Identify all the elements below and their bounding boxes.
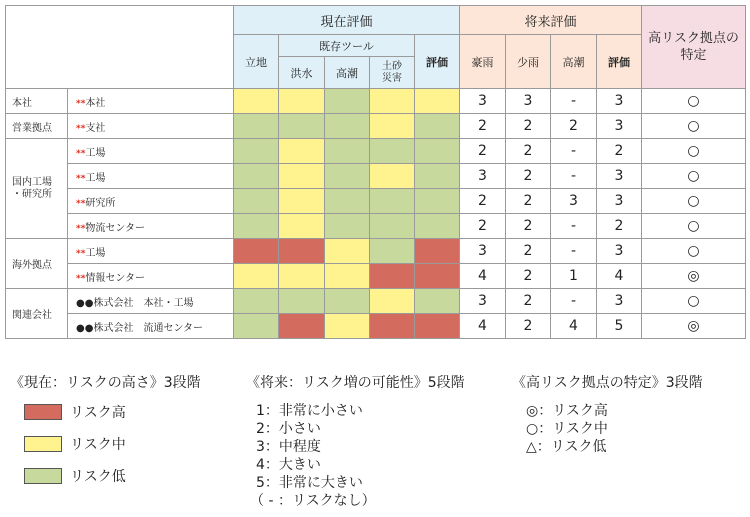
spec-scale-item: △：リスク低: [526, 439, 607, 455]
spec-scale-item: ◎：リスク高: [526, 403, 608, 419]
site-name-text: 工場: [85, 147, 106, 159]
current-risk-cell: [325, 314, 370, 339]
current-risk-cell: [415, 89, 460, 114]
table-row: [6, 114, 746, 139]
swatch-low: [24, 468, 62, 484]
future-score-cell: 2: [597, 139, 642, 164]
site-name-text: 物流センター: [85, 222, 146, 234]
current-risk-cell: [370, 189, 415, 214]
table-row: [6, 139, 746, 164]
current-risk-cell: [234, 189, 279, 214]
current-risk-cell: [234, 214, 279, 239]
future-score-cell: 2: [506, 239, 551, 264]
future-score-cell: 3: [460, 89, 506, 114]
group-label-line2: ・研究所: [12, 188, 52, 200]
current-risk-cell: [415, 114, 460, 139]
legend-current: [10, 372, 240, 498]
future-scale-item: （ - ：リスクなし）: [250, 493, 376, 509]
current-risk-cell: [370, 164, 415, 189]
site-name-text: ●●株式会社 本社・工場: [76, 297, 194, 309]
legend-spec-items: [526, 400, 748, 454]
future-scale-item: 1：非常に小さい: [256, 403, 363, 419]
future-score-cell: 3: [460, 289, 506, 314]
legend-future-title: 《将来：リスク増の可能性》5段階: [246, 375, 465, 391]
legend-high-label: リスク高: [70, 405, 126, 421]
high-risk-mark: ○: [642, 239, 746, 264]
current-risk-cell: [234, 139, 279, 164]
high-risk-mark: ○: [642, 164, 746, 189]
future-score-cell: 1: [551, 264, 597, 289]
future-scale-item: 5：非常に大きい: [256, 475, 363, 491]
current-risk-cell: [370, 289, 415, 314]
current-risk-cell: [234, 314, 279, 339]
legend-future-items: [250, 400, 506, 509]
current-risk-cell: [415, 264, 460, 289]
future-score-cell: 2: [460, 214, 506, 239]
future-eval-header: 将来評価: [460, 6, 642, 35]
current-risk-cell: [325, 139, 370, 164]
future-score-cell: 5: [597, 314, 642, 339]
site-marker: **: [76, 123, 86, 134]
future-score-cell: -: [551, 289, 597, 314]
high-risk-mark: ○: [642, 189, 746, 214]
current-risk-cell: [370, 114, 415, 139]
legend-low-label: リスク低: [70, 469, 126, 485]
site-name: [68, 114, 234, 139]
table-row: [6, 164, 746, 189]
site-name: [68, 164, 234, 189]
site-name: [68, 89, 234, 114]
future-score-cell: 2: [551, 114, 597, 139]
current-risk-cell: [234, 114, 279, 139]
table-body: [6, 89, 746, 339]
high-risk-mark: ○: [642, 289, 746, 314]
future-score-cell: -: [551, 89, 597, 114]
col-gouu: 豪雨: [460, 35, 506, 89]
future-score-cell: -: [551, 239, 597, 264]
site-name: [68, 214, 234, 239]
high-risk-mark: ◎: [642, 314, 746, 339]
table-row: [6, 314, 746, 339]
current-risk-cell: [234, 239, 279, 264]
table-row: [6, 264, 746, 289]
table-row: [6, 239, 746, 264]
future-score-cell: 2: [506, 189, 551, 214]
site-name-text: 情報センター: [85, 272, 146, 284]
current-risk-cell: [415, 189, 460, 214]
group-label-honsha: 本社: [6, 89, 68, 114]
future-score-cell: 4: [460, 314, 506, 339]
current-risk-cell: [234, 89, 279, 114]
site-name-text: ●●株式会社 流通センター: [76, 322, 204, 334]
legend-spec-title: 《高リスク拠点の特定》3段階: [512, 375, 703, 391]
high-risk-header-line1: 高リスク拠点の: [648, 31, 739, 46]
current-risk-cell: [325, 239, 370, 264]
site-name: [68, 289, 234, 314]
legend-item-low: [24, 466, 240, 486]
group-label-line1: 国内工場: [12, 176, 52, 188]
col-dosha-line2: 災害: [382, 72, 402, 84]
group-label-eigyo: 営業拠点: [6, 114, 68, 139]
current-risk-cell: [370, 139, 415, 164]
site-name: [68, 314, 234, 339]
swatch-high: [24, 404, 62, 420]
future-score-cell: 3: [506, 89, 551, 114]
site-marker: **: [76, 273, 86, 284]
current-risk-cell: [415, 164, 460, 189]
table-row: [6, 214, 746, 239]
table-row: [6, 89, 746, 114]
col-takashio: 高潮: [325, 57, 370, 89]
current-risk-cell: [325, 214, 370, 239]
future-score-cell: 2: [597, 214, 642, 239]
future-score-cell: 2: [506, 114, 551, 139]
site-marker: **: [76, 198, 86, 209]
future-score-cell: 2: [506, 139, 551, 164]
current-risk-cell: [234, 164, 279, 189]
future-score-cell: 3: [597, 114, 642, 139]
current-risk-cell: [234, 264, 279, 289]
future-score-cell: 3: [551, 189, 597, 214]
site-name-text: 研究所: [85, 197, 116, 209]
site-name: [68, 239, 234, 264]
current-risk-cell: [370, 264, 415, 289]
future-score-cell: 2: [506, 214, 551, 239]
current-risk-cell: [325, 189, 370, 214]
spec-scale-item: ○：リスク中: [526, 421, 608, 437]
high-risk-mark: ○: [642, 114, 746, 139]
existing-tools-header: 既存ツール: [279, 35, 415, 57]
table-row: [6, 189, 746, 214]
high-risk-mark: ○: [642, 139, 746, 164]
current-risk-cell: [370, 89, 415, 114]
group-label-kanren: 関連会社: [6, 289, 68, 339]
current-risk-cell: [279, 89, 325, 114]
legend-mid-label: リスク中: [70, 437, 126, 453]
group-label-kokunai: [6, 139, 68, 239]
future-score-cell: 3: [597, 289, 642, 314]
legend-future: [246, 372, 506, 508]
future-score-cell: 3: [460, 164, 506, 189]
current-risk-cell: [279, 189, 325, 214]
current-risk-cell: [415, 139, 460, 164]
site-name-text: 支社: [85, 122, 106, 134]
legend-item-high: [24, 402, 240, 422]
future-scale-item: 3：中程度: [256, 439, 321, 455]
site-marker: **: [76, 98, 86, 109]
future-score-cell: 3: [597, 189, 642, 214]
current-eval-header: 現在評価: [234, 6, 460, 35]
future-score-cell: 2: [506, 264, 551, 289]
high-risk-mark: ○: [642, 214, 746, 239]
current-risk-cell: [279, 139, 325, 164]
current-risk-cell: [325, 264, 370, 289]
future-scale-item: 2：小さい: [256, 421, 321, 437]
site-name: [68, 264, 234, 289]
high-risk-header-line2: 特定: [680, 48, 707, 63]
future-score-cell: -: [551, 164, 597, 189]
current-risk-cell: [279, 314, 325, 339]
current-risk-cell: [279, 164, 325, 189]
site-name-text: 本社: [85, 97, 106, 109]
current-risk-cell: [279, 114, 325, 139]
col-future-takashio: 高潮: [551, 35, 597, 89]
current-risk-cell: [325, 164, 370, 189]
current-risk-cell: [370, 239, 415, 264]
site-marker: **: [76, 223, 86, 234]
future-score-cell: -: [551, 214, 597, 239]
future-score-cell: 3: [597, 89, 642, 114]
current-risk-cell: [279, 239, 325, 264]
col-kouzui: 洪水: [279, 57, 325, 89]
site-name-text: 工場: [85, 247, 106, 259]
current-risk-cell: [279, 264, 325, 289]
high-risk-site-header: [642, 6, 746, 89]
col-ritchi: 立地: [234, 35, 279, 89]
col-shouu: 少雨: [506, 35, 551, 89]
future-score-cell: 4: [460, 264, 506, 289]
future-score-cell: 3: [597, 239, 642, 264]
current-risk-cell: [279, 289, 325, 314]
current-risk-cell: [279, 214, 325, 239]
swatch-mid: [24, 436, 62, 452]
future-score-cell: 3: [597, 164, 642, 189]
current-risk-cell: [325, 114, 370, 139]
current-risk-cell: [234, 289, 279, 314]
col-dosha: [370, 57, 415, 89]
current-risk-cell: [415, 214, 460, 239]
high-risk-mark: ◎: [642, 264, 746, 289]
col-future-eval: 評価: [597, 35, 642, 89]
group-label-kaigai: 海外拠点: [6, 239, 68, 289]
future-score-cell: 2: [460, 189, 506, 214]
current-risk-cell: [370, 314, 415, 339]
site-marker: **: [76, 173, 86, 184]
current-risk-cell: [415, 289, 460, 314]
site-name: [68, 189, 234, 214]
site-name: [68, 139, 234, 164]
future-score-cell: -: [551, 139, 597, 164]
future-score-cell: 4: [597, 264, 642, 289]
future-score-cell: 2: [506, 314, 551, 339]
risk-evaluation-table: [5, 5, 746, 339]
future-score-cell: 3: [460, 239, 506, 264]
high-risk-mark: ○: [642, 89, 746, 114]
future-score-cell: 4: [551, 314, 597, 339]
current-risk-cell: [415, 239, 460, 264]
current-risk-cell: [325, 89, 370, 114]
current-risk-cell: [325, 289, 370, 314]
site-name-text: 工場: [85, 172, 106, 184]
legend-current-title: 《現在：リスクの高さ》3段階: [10, 375, 201, 391]
legend-spec: [512, 372, 748, 454]
site-marker: **: [76, 148, 86, 159]
future-score-cell: 2: [506, 164, 551, 189]
future-score-cell: 2: [460, 139, 506, 164]
current-risk-cell: [415, 314, 460, 339]
future-scale-item: 4：大きい: [256, 457, 321, 473]
future-score-cell: 2: [506, 289, 551, 314]
future-score-cell: 2: [460, 114, 506, 139]
site-marker: **: [76, 248, 86, 259]
corner-blank: [6, 6, 234, 89]
legend-item-mid: [24, 434, 240, 454]
col-dosha-line1: 土砂: [382, 60, 402, 72]
current-risk-cell: [370, 214, 415, 239]
table-row: [6, 289, 746, 314]
col-current-eval: 評価: [415, 35, 460, 89]
